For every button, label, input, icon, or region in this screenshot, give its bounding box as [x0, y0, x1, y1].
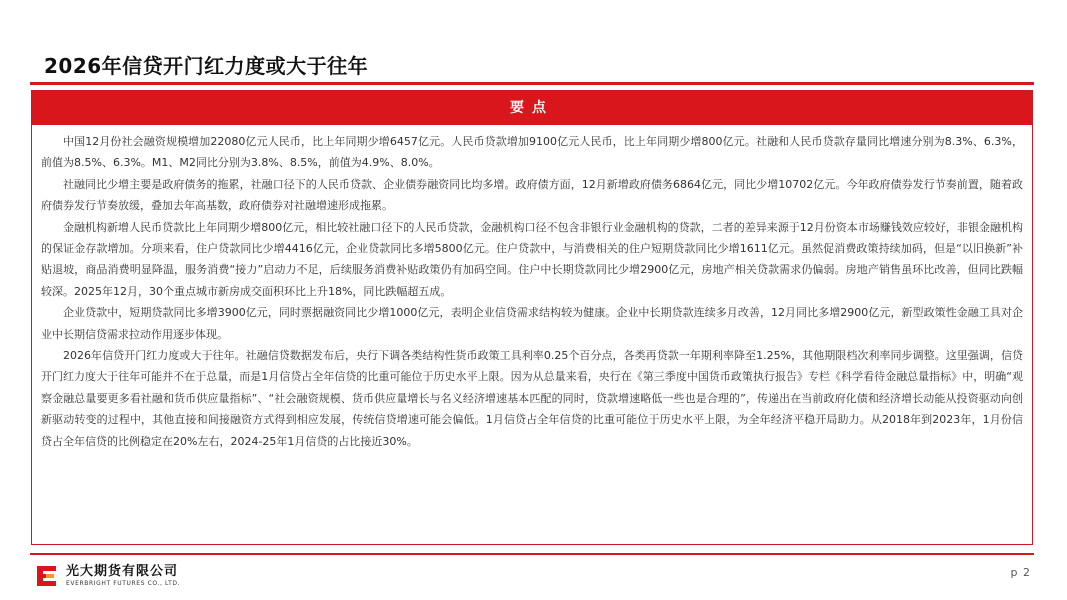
summary-box: [31, 90, 1033, 545]
page-number: p 2: [1010, 566, 1031, 579]
logo-name-en: EVERBRIGHT FUTURES CO., LTD.: [66, 580, 181, 587]
summary-header: 要点: [32, 91, 1032, 125]
summary-paragraph-1: 中国12月份社会融资规模增加22080亿元人民币，比上年同期少增6457亿元。人民币贷款增加9100亿元人民币，比上年同期少增800亿元。社融和人民币贷款存量同比增速分别为8.3%、6.3%，前值为8.5%、6.3%。M1、M2同比分别为3.8%、8.5%，前值为4.9%、8.0%。: [41, 135, 1023, 170]
summary-paragraph-2: 社融同比少增主要是政府债务的拖累，社融口径下的人民币贷款、企业债券融资同比均多增。政府债方面，12月新增政府债务6864亿元，同比少增10702亿元。今年政府债券发行节奏前置，随着政府债券发行节奏放缓，叠加去年高基数，政府债券对社融增速形成拖累。: [41, 177, 1023, 213]
summary-paragraph-3: 金融机构新增人民币贷款比上年同期少增800亿元，相比较社融口径下的人民币贷款，金融机构口径不包含非银行业金融机构的贷款，二者的差异来源于12月份资本市场赚钱效应较好，非银金融机构的保证金存款增加。分项来看，住户贷款同比少增4416亿元，企业贷款同比多增5800亿元。住户贷款中，与消费相关的住户短期贷款同比少增1611亿元。虽然促消费政策持续加码，但是“以旧换新”补贴退坡，商品消费明显降温，服务消费“接力”启动力不足，后续服务消费补贴政策仍有加码空间。住户中长期贷款同比少增2900亿元，房地产相关贷款需求仍偏弱。房地产销售虽环比改善，但同比跌幅较深。2025年12月，30个重点城市新房成交面积环比上升18%，同比跌幅超五成。: [41, 220, 1023, 298]
footer-divider: [30, 553, 1034, 555]
summary-body: [32, 125, 1032, 452]
logo-name-cn: 光大期货有限公司: [66, 564, 179, 579]
summary-paragraph-4: 企业贷款中，短期贷款同比多增3900亿元，同时票据融资同比少增1000亿元，表明企业信贷需求结构较为健康。企业中长期贷款连续多月改善，12月同比多增2900亿元，新型政策性金融工具对企业中长期信贷需求拉动作用逐步体现。: [41, 306, 1023, 341]
summary-paragraph-5: 2026年信贷开门红力度或大于往年。社融信贷数据发布后，央行下调各类结构性货币政策工具利率0.25个百分点，各类再贷款一年期利率降至1.25%，其他期限档次利率同步调整。这里强调，信贷开门红力度大于往年可能并不在于总量，而是1月信贷占全年信贷的比重可能位于历史水平上限。因为从总量来看，央行在《第三季度中国货币政策执行报告》专栏《科学看待金融总量指标》中，明确“观察金融总量要更多看社融和货币供应量指标”、“社会融资规模、货币供应量增长与名义经济增速基本匹配的同时，贷款增速略低一些也是合理的”，传递出在当前政府化债和经济增长动能从投资驱动向创新驱动转变的过程中，其他直接和间接融资方式得到相应发展，传统信贷增速可能会偏低。1月信贷占全年信贷的比重可能位于历史水平上限，为全年经济平稳开局助力。从2018年到2023年，1月份信贷占全年信贷的比例稳定在20%左右，2024-25年1月信贷的占比接近30%。: [41, 349, 1023, 448]
page-title: 2026年信贷开门红力度或大于往年: [44, 54, 369, 78]
company-logo: [34, 563, 180, 589]
title-divider: [30, 82, 1034, 85]
everbright-logo-icon: [34, 563, 60, 589]
logo-text: [66, 564, 180, 588]
